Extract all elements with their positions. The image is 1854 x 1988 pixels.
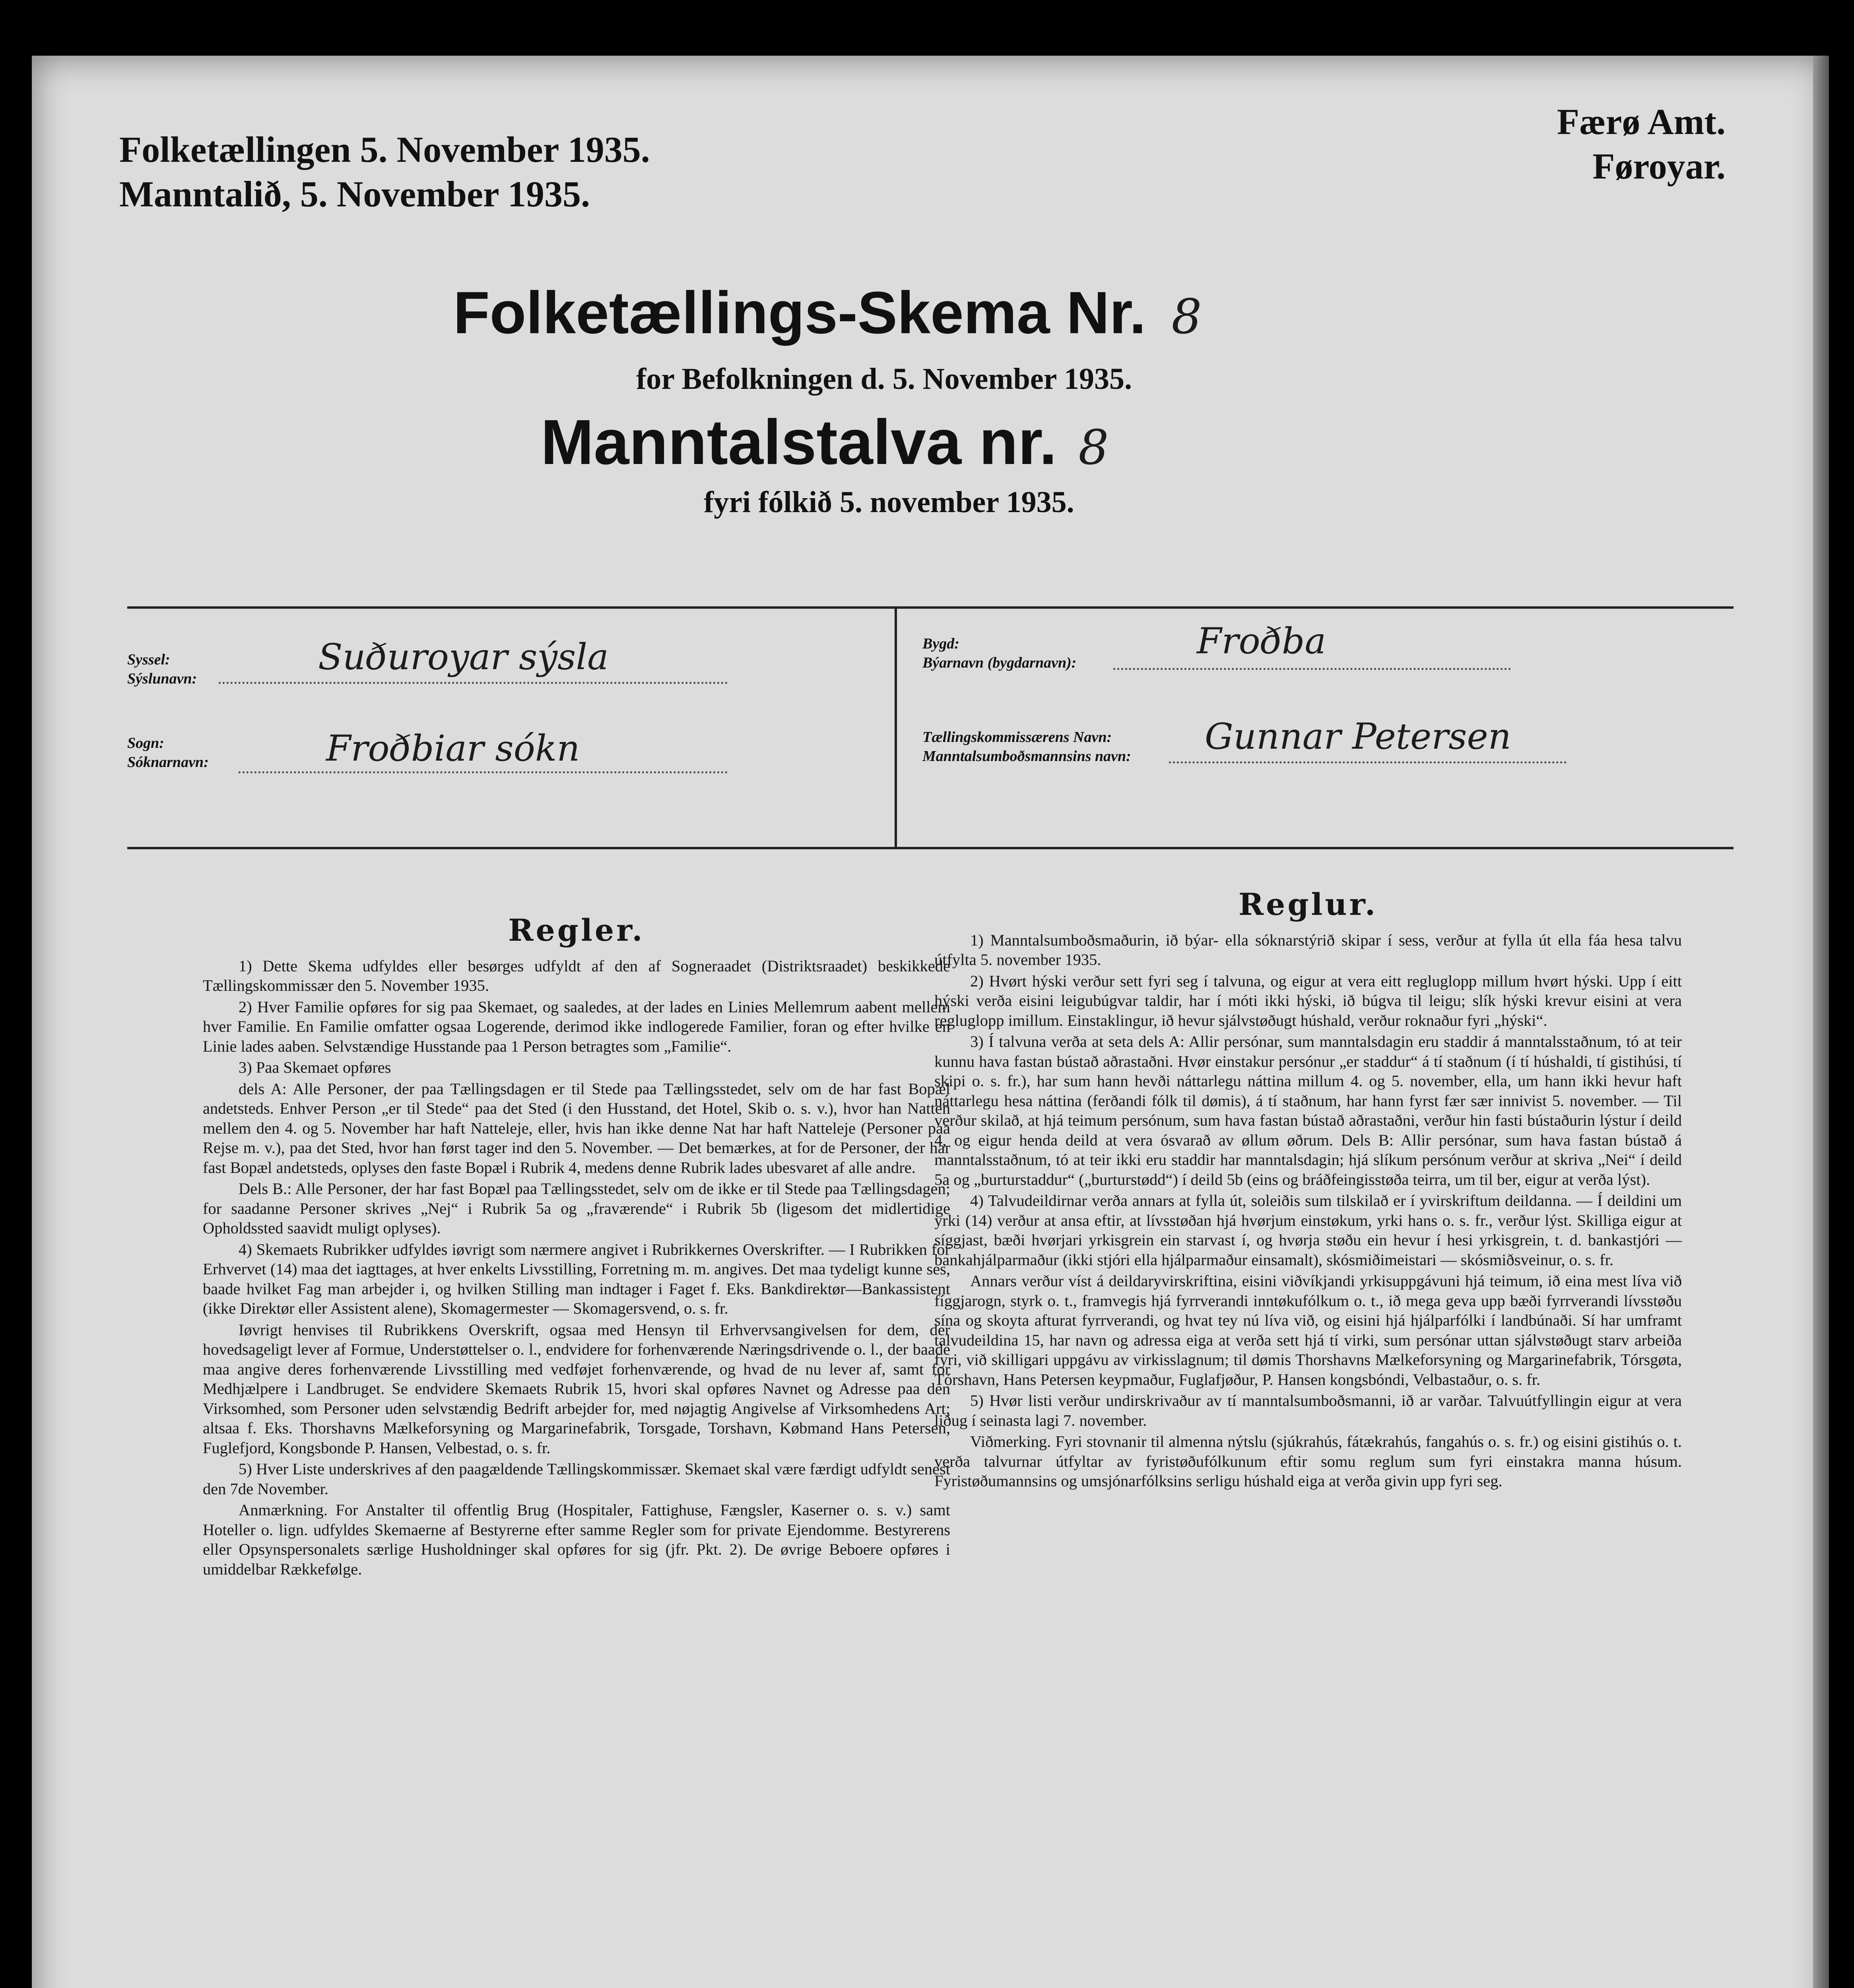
reglur-paragraph: 4) Talvudeildirnar verða annars at fylla út, soleiðis sum tilskilað er í yvirskriftum deildanna. — Í deildini um yrki (14) verður at ansa eftir, at lívsstøðan hjá hvørjum einstøkum, yrki hans o. s. fr., verður lýst. Skilliga eigur at síggjast, bæði hvørjari yrkisgrein ein starvast í, og hvørja støðu ein hevur í hesi yrkisgrein, t. d. bankastjóri — bankahjálparmaður (ikki stjóri ella hjálparmaður einsamalt), skósmiðimeistari — skósmiðsveinur, o. s. fr. [934,1192,1682,1269]
form-title-fo: Manntalstalva nr. [541,406,1057,478]
census-form-page [32,56,1829,1988]
kommissaer-value[interactable]: Gunnar Petersen [1205,716,1511,757]
regler-paragraph: Iøvrigt henvises til Rubrikkens Overskrift, ogsaa med Hensyn til Erhvervsangivelsen for dem, der hovedsageligt lever af Formue, Understøttelser o. l., endvidere for forhenværende Næringsdrivende o. l., der baade maa angive deres forhenværende Livsstilling med vedføjet forhenværende, og hvad de nu lever af, samt for Medhjælpere i Landbruget. Se endvidere Skemaets Rubrik 15, hvori skal opføres Navnet og Adresse paa den Virksomhed, som Personer uden selvstændig Bedrift arbejder for, med nøjagtig Angivelse af Virksomhedens Art; altsaa f. Eks. Thorshavns Mælkeforsyning og Margarinefabrik, Torsgade, Torshavn, Købmand Hans Petersen, Fuglefjord, Kongsbonde P. Hansen, Velbestad, o. s. fr. [203,1320,950,1457]
header-left-line1: Folketællingen 5. November 1935. [119,129,650,170]
header-left [119,127,650,216]
regler-paragraph: Dels B.: Alle Personer, der har fast Bopæl paa Tællingsstedet, selv om de ikke er til Stede paa Tællingsdagen; for saadanne Personer skrives „Nej“ i Rubrik 5a og „fraværende“ i Rubrik 5b (ligesom det midlertidige Opholdssted saavidt muligt oplyses). [203,1180,950,1237]
bygd-value[interactable]: Froðba [1197,620,1326,662]
sogn-label: Sogn: Sóknarnavn: [127,735,209,771]
title-block-fo [541,406,1336,479]
regler-paragraph: Anmærkning. For Anstalter til offentlig Brug (Hospitaler, Fattighuse, Fængsler, Kaserner o. s. v.) samt Hoteller o. lign. udfyldes Skemaerne af Bestyrerne efter samme Regler som for private Ejendomme. Bestyrerens eller Opsynspersonalets særlige Husholdninger skal opføres for sig (jfr. Pkt. 2). De øvrige Beboere opføres i umiddelbar Rækkefølge. [203,1501,950,1578]
sogn-value[interactable]: Froðbiar sókn [326,728,580,769]
regler-paragraph: 5) Hver Liste underskrives af den paagældende Tællingskommissær. Skemaet skal være færdigt udfyldt senest den 7de November. [203,1460,950,1498]
reglur-paragraph: 1) Manntalsumboðsmaðurin, ið býar- ella sóknarstýrið skipar í sess, verður at fylla út ella fáa hesa talvu útfylta 5. november 1935. [934,931,1682,969]
form-title: Folketællings-Skema Nr. [453,279,1146,346]
regler-paragraph: 1) Dette Skema udfyldes eller besørges udfyldt af den af Sogneraadet (Distriktsraadet) beskikkede Tællingskommissær den 5. November 1935. [203,957,950,994]
reglur-paragraph: 5) Hvør listi verður undirskrivaður av tí manntalsumboðsmanni, ið ar varðar. Talvuútfyllingin eigur at vera liðug í seinasta lagi 7. november. [934,1392,1682,1429]
regler-column [203,912,950,1580]
reglur-paragraph: 3) Í talvuna verða at seta dels A: Allir persónar, sum manntalsdagin eru staddir á manntalsstaðnum, tó at teir kunnu hava fastan bústað aðrastaðni. Hvør einstakur persónur „er staddur“ á tí staðnum (í tí húshaldi, tí gistihúsi, tí skipi o. s. fr.), har sum hann hevði náttarlegu náttina millum 4. og 5. november, ella, um hann ikki hevur haft náttarlegu hesa náttina (ferðandi fólk til dømis), á tí staðnum, har hann fyrst fær sær innivist 5. november. — Til verður skilað, at hjá teimum persónum, sum hava fastan bústað aðrastaðni, verður hin fasti bústaðurin lýstur í deild 4, og eigur henda deild at vera ósvarað av øllum øðrum. Dels B: Allir persónar, sum hava fastan bústað á manntalsstaðnum, tó at teir ikki eru staddir har manntalsdagin; hjá slíkum persónum verður at skriva „Nei“ í deild 5a og „burturstaddur“ („burturstødd“) í deild 5b (eins og bráðfeingisstøða teirra, um til ber, eigur at verða lýst). [934,1033,1682,1188]
header-left-line2: Manntalið, 5. November 1935. [119,174,590,214]
regler-heading: Regler. [508,912,645,948]
fields-bottom-rule [127,847,1734,849]
header-right-line1: Færø Amt. [1557,101,1726,142]
bygd-line [1113,668,1511,670]
reglur-column [934,887,1682,1493]
kommissaer-line [1169,761,1567,763]
header-right [1471,99,1726,188]
regler-paragraph: 3) Paa Skemaet opføres [239,1058,391,1076]
syssel-label: Syssel: Sýslunavn: [127,651,197,687]
form-number-da: 8 [1171,289,1202,345]
header-right-line2: Føroyar. [1592,146,1726,186]
syssel-value[interactable]: Suðuroyar sýsla [318,636,609,678]
regler-paragraph: 2) Hver Familie opføres for sig paa Skemaet, og saaledes, at der lades en Linies Mellemrum aabent mellem hver Familie. En Familie omfatter ogsaa Logerende, derimod ikke indlogerede Familier, foran og efter hvilke en Linie lades aaben. Selvstændige Husstande paa 1 Person betragtes som „Familie“. [203,998,950,1055]
kommissaer-label: Tællingskommissærens Navn: Manntalsumboðsmannsins navn: [922,729,1131,765]
reglur-heading: Reglur. [1238,887,1378,922]
reglur-paragraph: Annars verður víst á deildaryvirskriftina, eisini viðvíkjandi yrkisuppgávuni hjá teimum, ið eina mest líva við fíggjarogn, styrk o. t., framvegis hjá fyrrverandi inntøkufólkum o. t., ið mega geva upp bæði fyrrverandi lívsstøðu sína og skoyta afturat fyrrverandi, og hvat tey nú líva við, og eisini hjá hjálparfólki í landbúnaði. Sí har umframt talvudeildina 15, har navn og adressa eiga at verða sett hjá tí virki, sum persónar uttan sjálvstøðugt starv arbeiða fyri, við skilligari uppgávu av virkisslagnum; til dømis Thorshavns Mælkeforsyning og Margarinefabrik, Tórsgøta, Tórshavn, Hans Petersen keypmaður, Fuglafjøður, P. Hansen kongsbóndi, Velbastaður, o. s. fr. [934,1272,1682,1388]
page-edge-shadow [1813,56,1829,1988]
reglur-paragraph: 2) Hvørt hýski verður sett fyri seg í talvuna, og eigur at vera eitt regluglopp millum hvørt hýski. Upp í eitt hýski verða eisini leigubúgvar taldir, har í móti ikki hýski, ið búgva til leigu; slík hýski krevur eisini at vera regluglopp imillum. Einstaklingur, ið hevur sjálvstøðugt húshald, verður roknaður fyri „hýski“. [934,972,1682,1029]
fields-top-rule [127,606,1734,609]
bygd-label: Bygd: Býarnavn (bygdarnavn): [922,635,1077,671]
regler-paragraph: dels A: Alle Personer, der paa Tællingsdagen er til Stede paa Tællingsstedet, selv om de har fast Bopæl andetsteds. Enhver Person „er til Stede“ paa det Sted (i den Husstand, det Hotel, Skib o. s. v.), hvor han Natten mellem den 4. og 5. November har haft Natteleje, eller, hvis han ikke denne Nat har haft Natteleje (Personer paa Rejse m. v.), paa det Sted, hvor han først tager ind den 5. November. — Det bemærkes, at for de Personer, der har fast Bopæl andetsteds, oplyses den faste Bopæl i Rubrik 4, medens denne Rubrik lades ubesvaret af alle andre. [203,1079,950,1176]
title-block-da [453,278,1407,347]
title-sub-fo: fyri fólkið 5. november 1935. [704,485,1074,519]
reglur-paragraph: Viðmerking. Fyri stovnanir til almenna nýtslu (sjúkrahús, fátækrahús, fangahús o. s. fr.) og eisini gistihús o. t. verða talvurnar útfyltar av fyristøðufólkunum eftir somu reglum sum fyri einstakra manna húsum. Fyristøðumannsins og umsjónarfólksins serligu húshald eiga at verða givin upp fyri seg. [934,1433,1682,1490]
form-number-fo: 8 [1078,420,1109,476]
sogn-line [239,771,728,773]
syssel-line [219,682,728,684]
fields-divider [895,608,897,847]
title-sub-da: for Befolkningen d. 5. November 1935. [636,362,1132,396]
regler-paragraph: 4) Skemaets Rubrikker udfyldes iøvrigt som nærmere angivet i Rubrikkernes Overskrifter. — I Rubrikken for Erhvervet (14) maa det iagttages, at hver enkelts Livsstilling, Forretning m. m. angives. Det maa tydeligt kunne ses, baade hvilket Fag man arbejder i, og hvilken Stilling man indtager i Faget f. Eks. Bankdirektør—Bankassistent (ikke Direktør eller Assistent alene), Skomagermester — Skomagersvend, o. s. fr. [203,1240,950,1317]
